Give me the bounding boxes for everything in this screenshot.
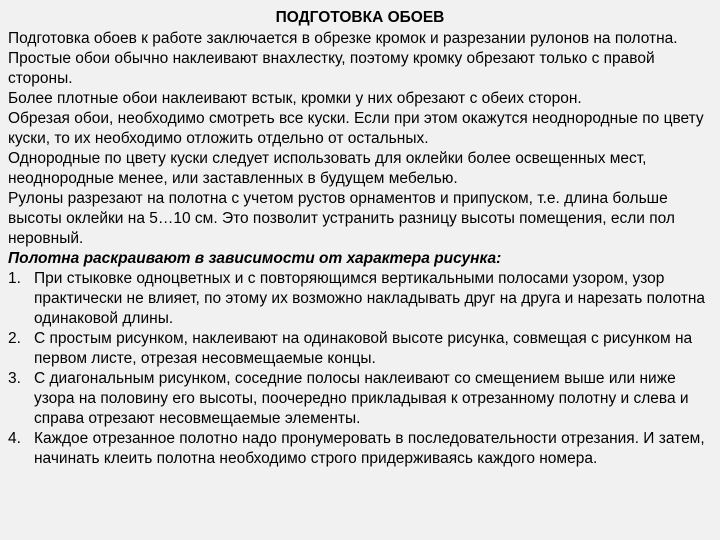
- list-item-number: 2.: [8, 330, 21, 347]
- list-item: [8, 269, 712, 329]
- paragraph-cutting-overview: Подготовка обоев к работе заключается в обрезке кромок и разрезании рулонов на полотна.: [8, 30, 678, 47]
- list-item-number: 4.: [8, 430, 21, 447]
- paragraph-uniform-pieces: Однородные по цвету куски следует использовать для оклейки более освещенных мест, неоднородные менее, или заставленных в будущем мебелью.: [8, 150, 647, 187]
- pattern-steps-list: [8, 269, 712, 469]
- list-item-text: С диагональным рисунком, соседние полосы наклеивают со смещением выше или ниже узора на половину его высоты, поочередно прикладывая к отрезанному полотну и слева и справа отрезают несовмещаемые элементы.: [34, 370, 689, 427]
- paragraph-cutting-rolls: Рулоны разрезают на полотна с учетом рустов орнаментов и припуском, т.е. длина больше высоты оклейки на 5…10 см. Это позволит устранить разницу высоты помещения, если пол неровный.: [8, 190, 675, 247]
- pattern-subheading: Полотна раскраивают в зависимости от характера рисунка:: [8, 250, 502, 267]
- document-title: ПОДГОТОВКА ОБОЕВ: [275, 9, 445, 26]
- list-item: [8, 369, 712, 429]
- list-item-text: Каждое отрезанное полотно надо пронумеровать в последовательности отрезания. И затем, начинать клеить полотна необходимо строго придерживаясь каждого номера.: [34, 430, 705, 467]
- list-item-text: С простым рисунком, наклеивают на одинаковой высоте рисунка, совмещая с рисунком на первом листе, отрезая несовмещаемые концы.: [34, 330, 693, 367]
- list-item-text: При стыковке одноцветных и с повторяющимся вертикальными полосами узором, узор практически не влияет, по этому их возможно накладывать друг на друга и нарезать полотна одинаковой длины.: [34, 270, 706, 327]
- list-item-number: 1.: [8, 270, 21, 287]
- paragraph-dense-wallpaper: Более плотные обои наклеивают встык, кромки у них обрезают с обеих сторон.: [8, 90, 582, 107]
- list-item: [8, 329, 712, 369]
- paragraph-inspect-pieces: Обрезая обои, необходимо смотреть все куски. Если при этом окажутся неоднородные по цвету куски, то их необходимо отложить отдельно от остальных.: [8, 110, 704, 147]
- paragraph-simple-wallpaper: Простые обои обычно наклеивают внахлестку, поэтому кромку обрезают только с правой стороны.: [8, 50, 655, 87]
- list-item: [8, 429, 712, 469]
- list-item-number: 3.: [8, 370, 21, 387]
